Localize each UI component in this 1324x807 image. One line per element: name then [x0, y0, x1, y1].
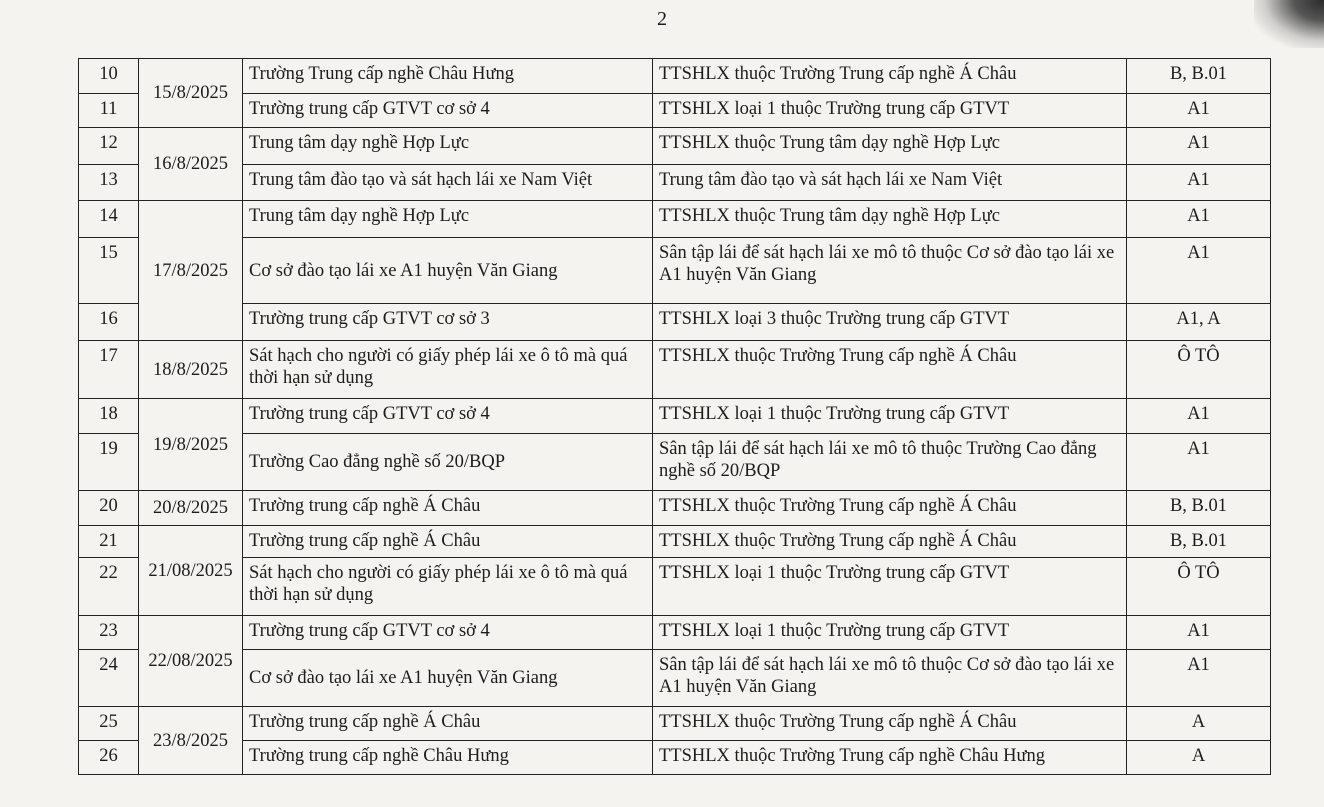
exam-site: TTSHLX thuộc Trường Trung cấp nghề Á Châu [653, 59, 1127, 94]
license-class: A1 [1127, 650, 1271, 707]
table-row [79, 165, 1271, 201]
row-number: 13 [79, 165, 139, 201]
exam-site: TTSHLX loại 1 thuộc Trường trung cấp GTVT [653, 399, 1127, 434]
exam-site: TTSHLX thuộc Trường Trung cấp nghề Á Châu [653, 341, 1127, 399]
license-class: A1 [1127, 434, 1271, 491]
row-number: 12 [79, 128, 139, 165]
license-class: A1 [1127, 128, 1271, 165]
training-unit: Trường trung cấp GTVT cơ sở 4 [243, 616, 653, 650]
exam-date: 21/08/2025 [139, 526, 243, 616]
training-unit: Trường trung cấp nghề Châu Hưng [243, 741, 653, 775]
row-number: 26 [79, 741, 139, 775]
license-class: A1 [1127, 201, 1271, 238]
training-unit: Trung tâm đào tạo và sát hạch lái xe Nam Việt [243, 165, 653, 201]
row-number: 24 [79, 650, 139, 707]
license-class: A1 [1127, 94, 1271, 128]
exam-date: 16/8/2025 [139, 128, 243, 201]
row-number: 15 [79, 238, 139, 304]
exam-site: TTSHLX thuộc Trường Trung cấp nghề Á Châu [653, 526, 1127, 558]
table-row [79, 491, 1271, 526]
row-number: 22 [79, 558, 139, 616]
table-row [79, 434, 1271, 491]
license-class: B, B.01 [1127, 491, 1271, 526]
table-row [79, 616, 1271, 650]
exam-site: Trung tâm đào tạo và sát hạch lái xe Nam Việt [653, 165, 1127, 201]
table-row [79, 59, 1271, 94]
row-number: 17 [79, 341, 139, 399]
training-unit: Cơ sở đào tạo lái xe A1 huyện Văn Giang [243, 650, 653, 707]
license-class: A1 [1127, 165, 1271, 201]
exam-site: TTSHLX thuộc Trường Trung cấp nghề Á Châu [653, 491, 1127, 526]
training-unit: Trường Cao đẳng nghề số 20/BQP [243, 434, 653, 491]
exam-date: 22/08/2025 [139, 616, 243, 707]
license-class: A1 [1127, 238, 1271, 304]
training-unit: Trường trung cấp GTVT cơ sở 4 [243, 399, 653, 434]
table-row [79, 526, 1271, 558]
exam-site: TTSHLX loại 1 thuộc Trường trung cấp GTVT [653, 558, 1127, 616]
table-row [79, 238, 1271, 304]
table-row [79, 558, 1271, 616]
table-row [79, 650, 1271, 707]
exam-schedule-table [78, 58, 1271, 775]
row-number: 23 [79, 616, 139, 650]
exam-site: TTSHLX loại 1 thuộc Trường trung cấp GTVT [653, 616, 1127, 650]
license-class: A1, A [1127, 304, 1271, 341]
row-number: 20 [79, 491, 139, 526]
training-unit: Cơ sở đào tạo lái xe A1 huyện Văn Giang [243, 238, 653, 304]
table-row [79, 707, 1271, 741]
license-class: A1 [1127, 399, 1271, 434]
training-unit: Trường trung cấp nghề Á Châu [243, 707, 653, 741]
exam-site: TTSHLX loại 3 thuộc Trường trung cấp GTVT [653, 304, 1127, 341]
training-unit: Trường trung cấp GTVT cơ sở 3 [243, 304, 653, 341]
training-unit: Trung tâm dạy nghề Hợp Lực [243, 201, 653, 238]
table-row [79, 399, 1271, 434]
table-row [79, 128, 1271, 165]
training-unit: Trung tâm dạy nghề Hợp Lực [243, 128, 653, 165]
table-row [79, 741, 1271, 775]
training-unit: Sát hạch cho người có giấy phép lái xe ô tô mà quá thời hạn sử dụng [243, 558, 653, 616]
license-class: A1 [1127, 616, 1271, 650]
license-class: Ô TÔ [1127, 341, 1271, 399]
license-class: A [1127, 741, 1271, 775]
row-number: 16 [79, 304, 139, 341]
table-row [79, 304, 1271, 341]
exam-date: 20/8/2025 [139, 491, 243, 526]
exam-date: 19/8/2025 [139, 399, 243, 491]
license-class: Ô TÔ [1127, 558, 1271, 616]
exam-site: TTSHLX thuộc Trường Trung cấp nghề Châu Hưng [653, 741, 1127, 775]
row-number: 19 [79, 434, 139, 491]
table-row [79, 201, 1271, 238]
exam-site: TTSHLX loại 1 thuộc Trường trung cấp GTVT [653, 94, 1127, 128]
training-unit: Trường trung cấp nghề Á Châu [243, 526, 653, 558]
row-number: 21 [79, 526, 139, 558]
exam-site: Sân tập lái để sát hạch lái xe mô tô thuộc Cơ sở đào tạo lái xe A1 huyện Văn Giang [653, 238, 1127, 304]
license-class: B, B.01 [1127, 526, 1271, 558]
exam-site: TTSHLX thuộc Trung tâm dạy nghề Hợp Lực [653, 201, 1127, 238]
page-number: 2 [657, 8, 667, 30]
row-number: 11 [79, 94, 139, 128]
exam-site: TTSHLX thuộc Trung tâm dạy nghề Hợp Lực [653, 128, 1127, 165]
table-row [79, 94, 1271, 128]
license-class: A [1127, 707, 1271, 741]
exam-site: Sân tập lái để sát hạch lái xe mô tô thuộc Cơ sở đào tạo lái xe A1 huyện Văn Giang [653, 650, 1127, 707]
table-row [79, 341, 1271, 399]
exam-site: TTSHLX thuộc Trường Trung cấp nghề Á Châu [653, 707, 1127, 741]
exam-date: 17/8/2025 [139, 201, 243, 341]
exam-site: Sân tập lái để sát hạch lái xe mô tô thuộc Trường Cao đẳng nghề số 20/BQP [653, 434, 1127, 491]
row-number: 14 [79, 201, 139, 238]
exam-date: 23/8/2025 [139, 707, 243, 775]
training-unit: Sát hạch cho người có giấy phép lái xe ô tô mà quá thời hạn sử dụng [243, 341, 653, 399]
row-number: 10 [79, 59, 139, 94]
training-unit: Trường trung cấp GTVT cơ sở 4 [243, 94, 653, 128]
exam-date: 18/8/2025 [139, 341, 243, 399]
exam-date: 15/8/2025 [139, 59, 243, 128]
row-number: 18 [79, 399, 139, 434]
training-unit: Trường Trung cấp nghề Châu Hưng [243, 59, 653, 94]
row-number: 25 [79, 707, 139, 741]
license-class: B, B.01 [1127, 59, 1271, 94]
training-unit: Trường trung cấp nghề Á Châu [243, 491, 653, 526]
